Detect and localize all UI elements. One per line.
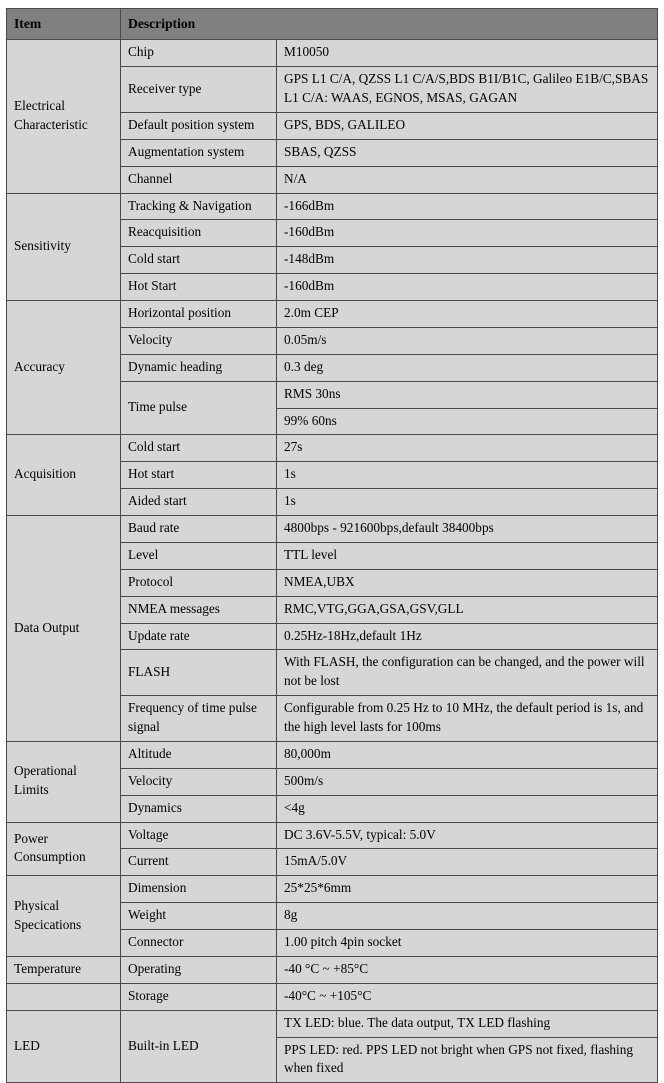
value-cell: 1s [277, 489, 658, 516]
parameter-cell: Dynamic heading [121, 354, 277, 381]
value-cell: 25*25*6mm [277, 876, 658, 903]
value-cell: TX LED: blue. The data output, TX LED flashing [277, 1010, 658, 1037]
item-group-cell: Data Output [7, 516, 121, 742]
parameter-cell: Altitude [121, 741, 277, 768]
value-cell: -160dBm [277, 220, 658, 247]
table-body [7, 40, 658, 1083]
parameter-cell: Level [121, 542, 277, 569]
item-group-cell: Accuracy [7, 301, 121, 435]
value-cell: TTL level [277, 542, 658, 569]
parameter-cell: Hot Start [121, 274, 277, 301]
table-header [7, 9, 658, 40]
table-row [7, 983, 658, 1010]
value-cell: -40 °C ~ +85°C [277, 956, 658, 983]
value-cell: 27s [277, 435, 658, 462]
table-row [7, 193, 658, 220]
item-group-cell: LED [7, 1010, 121, 1083]
table-row [7, 741, 658, 768]
parameter-cell: FLASH [121, 650, 277, 696]
header-row [7, 9, 658, 40]
value-cell: 1.00 pitch 4pin socket [277, 930, 658, 957]
table-row [7, 1010, 658, 1037]
table-row [7, 876, 658, 903]
parameter-cell: Weight [121, 903, 277, 930]
parameter-cell: Connector [121, 930, 277, 957]
item-group-cell: Operational Limits [7, 741, 121, 822]
value-cell: -160dBm [277, 274, 658, 301]
specification-table [6, 8, 658, 1083]
item-group-cell [7, 983, 121, 1010]
value-cell: 4800bps - 921600bps,default 38400bps [277, 516, 658, 543]
value-cell: 15mA/5.0V [277, 849, 658, 876]
value-cell: -40°C ~ +105°C [277, 983, 658, 1010]
parameter-cell: Channel [121, 166, 277, 193]
parameter-cell: Chip [121, 40, 277, 67]
value-cell: -148dBm [277, 247, 658, 274]
value-cell: With FLASH, the configuration can be changed, and the power will not be lost [277, 650, 658, 696]
parameter-cell: Update rate [121, 623, 277, 650]
value-cell: 2.0m CEP [277, 301, 658, 328]
parameter-cell: Cold start [121, 247, 277, 274]
column-header-description: Description [121, 9, 658, 40]
item-group-cell: Sensitivity [7, 193, 121, 301]
parameter-cell: Hot start [121, 462, 277, 489]
value-cell: 0.3 deg [277, 354, 658, 381]
parameter-cell: Cold start [121, 435, 277, 462]
parameter-cell: NMEA messages [121, 596, 277, 623]
parameter-cell: Default position system [121, 112, 277, 139]
parameter-cell: Dynamics [121, 795, 277, 822]
parameter-cell: Time pulse [121, 381, 277, 435]
parameter-cell: Frequency of time pulse signal [121, 696, 277, 742]
parameter-cell: Receiver type [121, 67, 277, 113]
parameter-cell: Velocity [121, 327, 277, 354]
parameter-cell: Augmentation system [121, 139, 277, 166]
value-cell: GPS L1 C/A, QZSS L1 C/A/S,BDS B1I/B1C, Galileo E1B/C,SBAS L1 C/A: WAAS, EGNOS, MSAS, GAGAN [277, 67, 658, 113]
specification-sheet [6, 8, 657, 1083]
value-cell: DC 3.6V-5.5V, typical: 5.0V [277, 822, 658, 849]
table-row [7, 956, 658, 983]
value-cell: 500m/s [277, 768, 658, 795]
item-group-cell: Temperature [7, 956, 121, 983]
table-row [7, 516, 658, 543]
parameter-cell: Current [121, 849, 277, 876]
parameter-cell: Voltage [121, 822, 277, 849]
parameter-cell: Velocity [121, 768, 277, 795]
value-cell: 8g [277, 903, 658, 930]
value-cell: <4g [277, 795, 658, 822]
item-group-cell: Electrical Characteristic [7, 40, 121, 193]
value-cell: 80,000m [277, 741, 658, 768]
table-row [7, 435, 658, 462]
table-row [7, 301, 658, 328]
value-cell-secondary: PPS LED: red. PPS LED not bright when GPS not fixed, flashing when fixed [277, 1037, 658, 1083]
column-header-item: Item [7, 9, 121, 40]
parameter-cell: Protocol [121, 569, 277, 596]
value-cell-secondary: 99% 60ns [277, 408, 658, 435]
parameter-cell: Baud rate [121, 516, 277, 543]
item-group-cell: Power Consumption [7, 822, 121, 876]
item-group-cell: Acquisition [7, 435, 121, 516]
value-cell: NMEA,UBX [277, 569, 658, 596]
value-cell: 0.05m/s [277, 327, 658, 354]
table-row [7, 40, 658, 67]
parameter-cell: Built-in LED [121, 1010, 277, 1083]
value-cell: -166dBm [277, 193, 658, 220]
value-cell: RMC,VTG,GGA,GSA,GSV,GLL [277, 596, 658, 623]
parameter-cell: Tracking & Navigation [121, 193, 277, 220]
parameter-cell: Aided start [121, 489, 277, 516]
parameter-cell: Horizontal position [121, 301, 277, 328]
value-cell: 1s [277, 462, 658, 489]
parameter-cell: Operating [121, 956, 277, 983]
value-cell: GPS, BDS, GALILEO [277, 112, 658, 139]
item-group-cell: Physical Specications [7, 876, 121, 957]
value-cell: 0.25Hz-18Hz,default 1Hz [277, 623, 658, 650]
parameter-cell: Dimension [121, 876, 277, 903]
value-cell: M10050 [277, 40, 658, 67]
parameter-cell: Reacquisition [121, 220, 277, 247]
value-cell: RMS 30ns [277, 381, 658, 408]
table-row [7, 822, 658, 849]
parameter-cell: Storage [121, 983, 277, 1010]
value-cell: N/A [277, 166, 658, 193]
value-cell: Configurable from 0.25 Hz to 10 MHz, the default period is 1s, and the high level lasts for 100ms [277, 696, 658, 742]
value-cell: SBAS, QZSS [277, 139, 658, 166]
